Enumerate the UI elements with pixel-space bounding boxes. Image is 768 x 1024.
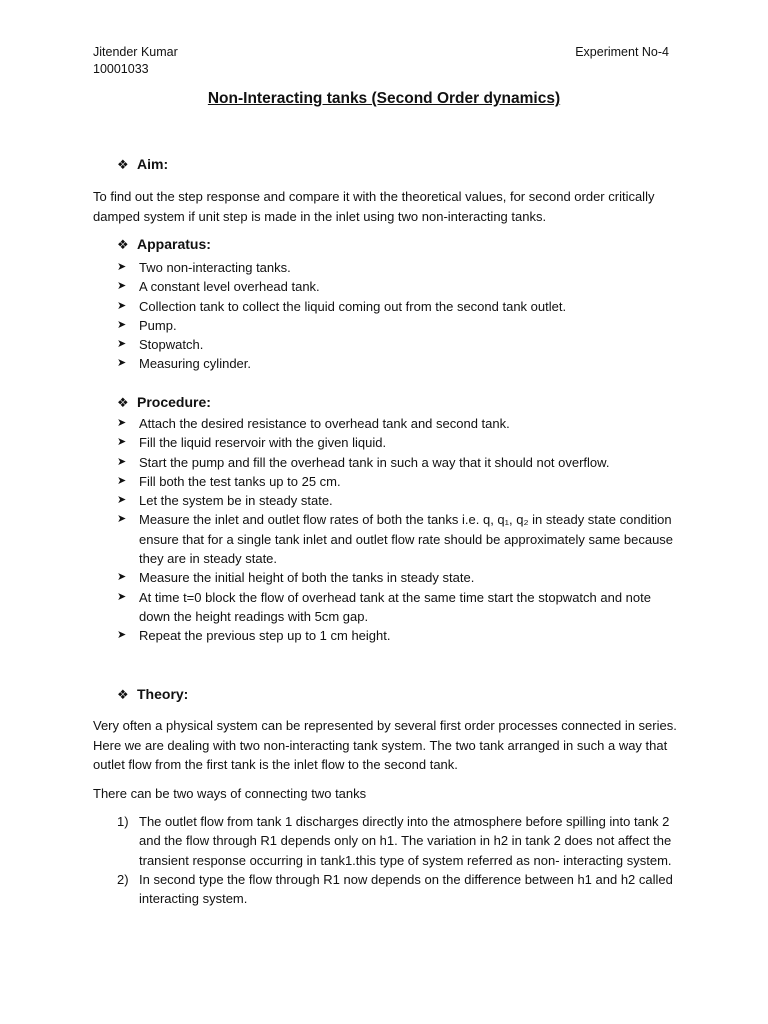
- header-left: [93, 44, 178, 78]
- arrow-bullet-icon: ➤: [117, 474, 127, 487]
- theory-heading-label: Theory:: [137, 686, 189, 702]
- list-item: ➤ Fill the liquid reservoir with the given liquid.: [117, 433, 677, 452]
- arrow-bullet-icon: ➤: [117, 436, 127, 449]
- arrow-bullet-icon: ➤: [117, 629, 127, 642]
- arrow-bullet-icon: ➤: [117, 261, 127, 273]
- list-item: ➤ Attach the desired resistance to overhead tank and second tank.: [117, 414, 677, 433]
- arrow-bullet-icon: ➤: [117, 494, 127, 507]
- arrow-bullet-icon: ➤: [117, 455, 127, 468]
- list-item: ➤ Let the system be in steady state.: [117, 491, 677, 510]
- procedure-heading-label: Procedure:: [137, 394, 211, 410]
- list-item: ➤ Repeat the previous step up to 1 cm height.: [117, 626, 677, 645]
- roll-number: 10001033: [93, 62, 149, 76]
- list-item: ➤ Measure the initial height of both the tanks in steady state.: [117, 568, 677, 587]
- apparatus-heading: [117, 236, 211, 253]
- arrow-bullet-icon: ➤: [117, 590, 127, 603]
- theory-paragraph-2: There can be two ways of connecting two tanks: [93, 786, 367, 801]
- arrow-bullet-icon: ➤: [117, 571, 127, 584]
- list-item: ➤ Pump.: [117, 316, 677, 335]
- theory-heading: [117, 686, 188, 703]
- arrow-bullet-icon: ➤: [117, 299, 127, 312]
- apparatus-heading-label: Apparatus:: [137, 236, 211, 252]
- author-name: Jitender Kumar: [93, 45, 178, 59]
- diamond-bullet-icon: ❖: [117, 395, 129, 410]
- list-item: ➤ Collection tank to collect the liquid coming out from the second tank outlet.: [117, 297, 677, 316]
- theory-list: [117, 812, 682, 908]
- list-item: ➤ Stopwatch.: [117, 335, 677, 354]
- experiment-number: Experiment No-4: [575, 45, 669, 59]
- aim-heading: [117, 156, 168, 173]
- theory-paragraph-1: Very often a physical system can be represented by several first order processes connected in series. Here we are dealing with two non-interacting tank system. The two tank arranged in such a way that outlet flow from the first tank is the inlet flow to the second tank.: [93, 718, 677, 772]
- list-item: ➤ At time t=0 block the flow of overhead tank at the same time start the stopwatch and note down the height readings with 5cm gap.: [117, 589, 651, 624]
- apparatus-list: [117, 258, 677, 374]
- list-item: ➤ Start the pump and fill the overhead tank in such a way that it should not overflow.: [117, 453, 677, 472]
- aim-text: To find out the step response and compare it with the theoretical values, for second order critically damped system if unit step is made in the inlet using two non-interacting tanks.: [93, 189, 655, 224]
- list-item: 1) The outlet flow from tank 1 discharges directly into the atmosphere before spilling into tank 2 and the flow through R1 depends only on h1. The variation in h2 in tank 2 does not affect the transient response occurring in tank1.this type of system referred as non- interacting system.: [117, 814, 672, 868]
- list-item: ➤ Fill both the test tanks up to 25 cm.: [117, 472, 677, 491]
- list-item: 2) In second type the flow through R1 now depends on the difference between h1 and h2 called interacting system.: [117, 871, 673, 907]
- diamond-bullet-icon: ❖: [117, 237, 129, 252]
- list-item: ➤ A constant level overhead tank.: [117, 277, 677, 296]
- arrow-bullet-icon: ➤: [117, 280, 127, 293]
- list-item: ➤ Measuring cylinder.: [117, 354, 677, 373]
- arrow-bullet-icon: ➤: [117, 357, 127, 370]
- list-item: ➤ Two non-interacting tanks.: [117, 258, 677, 277]
- aim-heading-label: Aim:: [137, 156, 169, 172]
- diamond-bullet-icon: ❖: [117, 687, 129, 702]
- diamond-bullet-icon: ❖: [117, 157, 129, 172]
- arrow-bullet-icon: ➤: [117, 338, 127, 351]
- arrow-bullet-icon: ➤: [117, 318, 127, 331]
- procedure-heading: [117, 394, 211, 411]
- arrow-bullet-icon: ➤: [117, 417, 127, 429]
- document-title: Non-Interacting tanks (Second Order dynamics): [207, 90, 561, 107]
- arrow-bullet-icon: ➤: [117, 513, 127, 526]
- list-item: ➤ Measure the inlet and outlet flow rates of both the tanks i.e. q, q₁, q₂ in steady state condition ensure that for a single tank inlet and outlet flow rate should be approximately same because they are in steady state.: [117, 512, 674, 567]
- procedure-list: [117, 414, 677, 646]
